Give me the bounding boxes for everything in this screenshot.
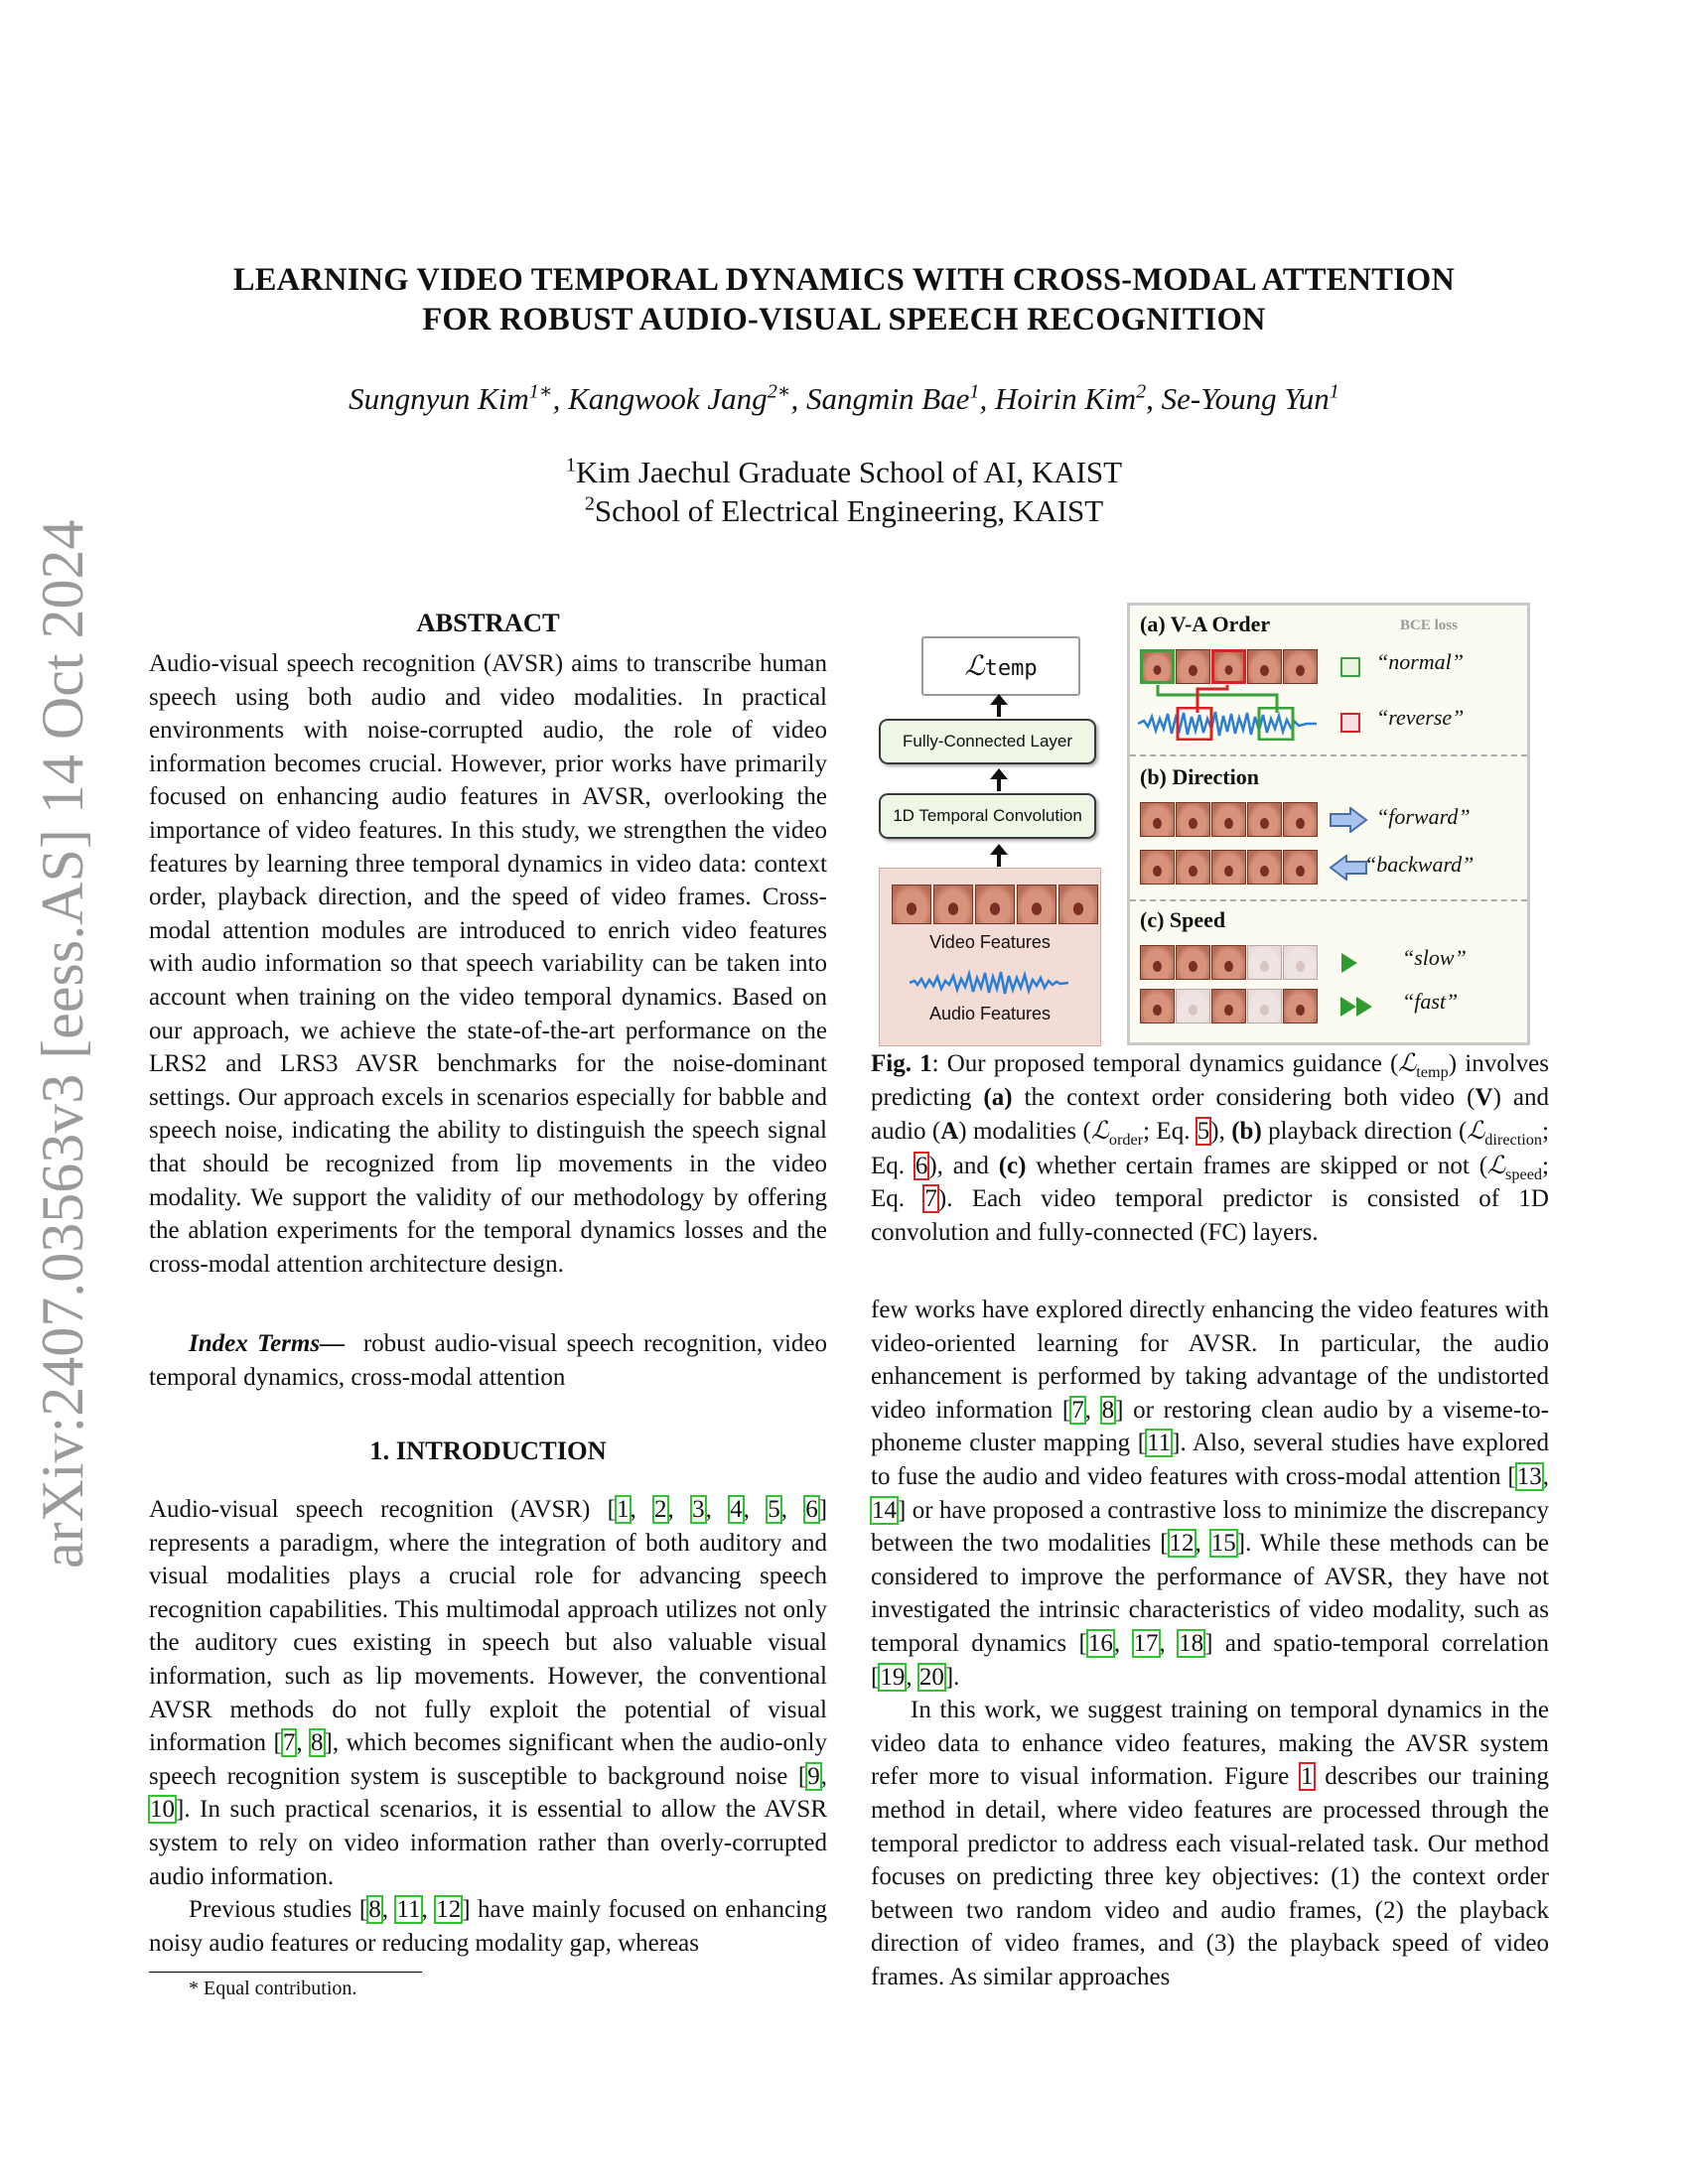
citation-link[interactable]: 20 <box>918 1663 944 1691</box>
author-sup: 2 <box>1136 380 1147 403</box>
va-audio-strip <box>1138 707 1317 741</box>
text-run: describes our training method in detail, where video features are processed through the temporal predictor to address each visual-related task. Our method focuses on predicting three key objectives: (1) the context order between two random video and audio frames, (2) the playback direction of video frames, and (3) the playback speed of video frames. As similar approaches <box>871 1763 1549 1990</box>
text-run: : Our proposed temporal dynamics guidance ( <box>931 1050 1399 1077</box>
affiliation-2 <box>149 493 1539 529</box>
abstract-heading: ABSTRACT <box>416 608 560 637</box>
affiliation-text: Kim Jaechul Graduate School of AI, KAIST <box>575 455 1123 489</box>
video-frame <box>1140 649 1175 684</box>
figure-link[interactable]: 1 <box>1301 1763 1314 1791</box>
video-frame <box>892 885 931 924</box>
video-frame <box>1140 989 1175 1024</box>
va-frame-strip <box>1140 649 1318 684</box>
citation-link[interactable]: 17 <box>1133 1629 1159 1657</box>
video-frame <box>1283 989 1318 1024</box>
loss-subscript: temp <box>984 656 1038 681</box>
text-run: ) and audio ( <box>871 1083 1550 1146</box>
text-run: ; Eq. <box>871 1152 1549 1213</box>
intro-paragraph-3: few works have explored directly enhancing the video features with video-oriented learning for AVSR. In particular, the audio enhancement is performed by taking advantage of the undistorted video information [7, 8] or restoring clean audio by a viseme-to-phoneme cluster mapping [11]. Also, several studies have explored to fuse the audio and video features with cross-modal attention [13, 14] or have proposed a contrastive loss to minimize the discrepancy between the two modalities [12, 15]. While these methods can be considered to improve the performance of AVSR, they have not investigated the intrinsic characteristics of video modality, such as temporal dynamics [16, 17, 18] and spatio-temporal correlation [19, 20]. <box>871 1297 1550 1691</box>
panel-divider <box>1130 754 1527 756</box>
text-run: ), <box>1210 1118 1232 1146</box>
red-square-icon <box>1340 713 1360 733</box>
text-run: (b) <box>1231 1118 1262 1146</box>
arrow-up-head <box>990 768 1008 779</box>
video-frame <box>1176 945 1210 980</box>
slow-label: “slow” <box>1402 945 1467 970</box>
citation-link[interactable]: 19 <box>880 1663 906 1691</box>
citation-link[interactable]: 8 <box>368 1896 381 1924</box>
video-frame-faded <box>1247 989 1282 1024</box>
affiliation-sup: 2 <box>584 492 595 515</box>
video-frame <box>1247 850 1282 885</box>
text-run: . <box>953 1663 960 1691</box>
affiliation-1 <box>149 455 1539 490</box>
text-run: . Also, several studies have explored to fuse the audio and video features with cross-modal attention <box>871 1430 1549 1490</box>
text-run: . In such practical scenarios, it is essential to allow the AVSR system to rely on video information rather than overly-corrupted audio information. <box>149 1796 827 1890</box>
abstract-text: Audio-visual speech recognition (AVSR) aims to transcribe human speech using both audio and video modalities. In practical environments with noise-corrupted audio, the role of video information becomes crucial. However, prior works have primarily focused on enhancing audio features in AVSR, overlooking the importance of video features. In this study, we strengthen the video features by learning three temporal dynamics in video data: context order, playback direction, and the speed of video frames. Cross-modal attention modules are introduced to enrich video features with audio information so that speech variability can be taken into account when training on the video temporal dynamics. Based on our approach, we achieve the state-of-the-art performance on the LRS2 and LRS3 AVSR benchmarks for the noise-dominant settings. Our approach excels in scenarios especially for babble and speech noise, indicating the ability to distinguish the speech signal that should be recognized from lip movements in the video modality. We support the validity of our methodology by offering the ablation experiments for the temporal dynamics losses and the cross-modal attention architecture design. <box>149 650 827 1278</box>
text-run: In this work, we suggest training on temporal dynamics in the video data to enhance video features, making the AVSR system refer more to visual information. Figure <box>871 1697 1549 1791</box>
abstract-body <box>149 647 827 1281</box>
video-frame <box>1247 802 1282 837</box>
citation-link[interactable]: 8 <box>311 1729 324 1757</box>
loss-symbol: ℒ <box>1467 1116 1485 1146</box>
panel-b-label: (b) Direction <box>1140 764 1259 789</box>
text-run: ) involves predicting <box>871 1050 1549 1111</box>
audio-waveform <box>1138 707 1317 741</box>
citation-link[interactable]: 16 <box>1087 1629 1113 1657</box>
author-sup: 2∗ <box>767 380 791 403</box>
video-frame <box>933 885 973 924</box>
citation-link[interactable]: 12 <box>1169 1530 1195 1558</box>
author-sup: 1∗ <box>528 380 553 403</box>
forward-label: “forward” <box>1376 804 1471 829</box>
citation-link[interactable]: 11 <box>1147 1430 1172 1457</box>
subscript: speed <box>1505 1164 1543 1183</box>
text-run: ), and <box>928 1152 999 1179</box>
text-run: ) modalities ( <box>958 1118 1091 1146</box>
video-frame <box>1211 850 1246 885</box>
citation-link[interactable]: 6 <box>805 1496 818 1523</box>
video-frame <box>1283 850 1318 885</box>
citation-link[interactable]: 7 <box>1071 1396 1084 1424</box>
text-run: ; Eq. <box>871 1118 1550 1179</box>
video-frame <box>1176 802 1210 837</box>
figure-1-caption <box>871 1046 1549 1250</box>
intro-right-body <box>871 1294 1549 1993</box>
panel-a-label: (a) V-A Order <box>1140 612 1271 636</box>
normal-label: “normal” <box>1376 649 1465 674</box>
text-run: whether certain frames are skipped or not ( <box>1026 1152 1488 1179</box>
author: Se-Young Yun <box>1161 381 1330 416</box>
subscript: temp <box>1416 1063 1449 1081</box>
video-frame-faded <box>1247 945 1282 980</box>
text-run: have mainly focused on enhancing noisy audio features or reducing modality gap, whereas <box>149 1896 828 1957</box>
video-frame <box>1211 945 1246 980</box>
text-run: the context order considering both video ( <box>1012 1083 1476 1111</box>
citation-link[interactable]: 8 <box>1101 1396 1115 1424</box>
arrow-left-icon <box>1329 855 1368 881</box>
text-run: few works have explored directly enhancing the video features with video-oriented learning for AVSR. In particular, the audio enhancement is performed by taking advantage of the undistorted video information <box>871 1297 1549 1424</box>
fc-layer-box: Fully-Connected Layer <box>879 719 1096 764</box>
text-run: . While these methods can be considered to improve the performance of AVSR, they have not investigated the intrinsic characteristics of video modality, such as temporal dynamics <box>871 1530 1549 1657</box>
subscript: order <box>1108 1131 1144 1150</box>
citation-link[interactable]: 7 <box>282 1729 296 1757</box>
citation-link[interactable]: 18 <box>1179 1629 1204 1657</box>
text-run: and spatio-temporal correlation <box>1212 1629 1550 1657</box>
equation-link[interactable]: 7 <box>924 1185 937 1213</box>
video-frame-faded <box>1176 989 1210 1024</box>
text-run: (a) <box>983 1083 1013 1111</box>
video-frame <box>1247 649 1282 684</box>
citation-link[interactable]: 2 <box>654 1496 667 1523</box>
video-frame-strip <box>892 885 1098 924</box>
index-terms <box>149 1327 827 1394</box>
video-frame <box>1058 885 1098 924</box>
title-line-2: FOR ROBUST AUDIO-VISUAL SPEECH RECOGNITION <box>422 302 1266 338</box>
intro-paragraph-2: Previous studies [8, 11, 12] have mainly focused on enhancing noisy audio features or reducing modality gap, whereas <box>149 1896 828 1957</box>
loss-symbol: ℒ <box>1090 1116 1109 1146</box>
text-run: or restoring clean audio by a viseme-to-phoneme cluster mapping <box>871 1396 1549 1457</box>
index-terms-text: robust audio-visual speech recognition, video temporal dynamics, cross-modal attention <box>149 1330 828 1391</box>
citation-link[interactable]: 4 <box>730 1496 743 1523</box>
citation-link[interactable]: 5 <box>768 1496 780 1523</box>
video-frame <box>1283 802 1318 837</box>
citation-link[interactable]: 10 <box>150 1796 175 1824</box>
bce-loss-label: BCE loss <box>1400 617 1458 633</box>
intro-left-body <box>149 1493 827 1960</box>
video-frame <box>1176 649 1210 684</box>
video-frame-faded <box>1283 945 1318 980</box>
intro-paragraph-4 <box>871 1694 1549 1993</box>
text-run: Previous studies <box>189 1896 359 1924</box>
author-sup: 1 <box>969 380 980 403</box>
arrow-right-icon <box>1329 807 1368 833</box>
fast-label: “fast” <box>1402 989 1459 1014</box>
citation-link[interactable]: 11 <box>396 1896 421 1924</box>
reverse-label: “reverse” <box>1376 705 1465 730</box>
author: Sangmin Bae <box>805 381 970 416</box>
text-run: ). Each video temporal predictor is consisted of 1D convolution and fully-connected (FC) layers. <box>871 1185 1549 1246</box>
citation-link[interactable]: 13 <box>1516 1462 1542 1490</box>
author: Hoirin Kim <box>994 381 1137 416</box>
text-run: playback direction ( <box>1261 1118 1468 1146</box>
text-run: or have proposed a contrastive loss to minimize the discrepancy between the two modalities <box>871 1496 1549 1558</box>
footnote: * Equal contribution. <box>189 1978 357 1999</box>
video-frame <box>1211 989 1246 1024</box>
citation-link[interactable]: 3 <box>692 1496 705 1523</box>
text-run: represents a paradigm, where the integration of both auditory and visual modalities plays a crucial role for advancing speech recognition capabilities. This multimodal approach utilizes not only the auditory cues existing in speech but also valuable visual information, such as lip movements. However, the conventional AVSR methods do not fully exploit the potential of visual information <box>149 1529 827 1757</box>
author: Kangwook Jang <box>568 381 768 416</box>
equation-link[interactable]: 5 <box>1196 1118 1210 1146</box>
text-run: ; Eq. <box>1143 1118 1196 1146</box>
arrow-up-shaft <box>997 703 1001 717</box>
arrow-up-shaft <box>997 777 1001 791</box>
text-run: A <box>940 1118 959 1146</box>
video-frame <box>1211 649 1246 684</box>
citation-link[interactable]: 9 <box>807 1762 820 1790</box>
affiliation-text: School of Electrical Engineering, KAIST <box>594 493 1104 528</box>
conv-layer-box: 1D Temporal Convolution <box>879 793 1096 839</box>
intro-paragraph-1: Audio-visual speech recognition (AVSR) [1, 2, 3, 4, 5, 6] represents a paradigm, where the integration of both auditory and visual modalities plays a crucial role for advancing speech recognition capabilities. This multimodal approach utilizes not only the auditory cues existing in speech but also valuable visual information, such as lip movements. However, the conventional AVSR methods do not fully exploit the potential of visual information [7, 8], which becomes significant when the audio-only speech recognition system is susceptible to background noise [9, 10]. In such practical scenarios, it is essential to allow the AVSR system to rely on video information rather than overly-corrupted audio information. <box>149 1496 828 1890</box>
subscript: direction <box>1484 1131 1543 1150</box>
panel-c-label: (c) Speed <box>1140 907 1226 932</box>
arrow-up-head <box>990 844 1008 855</box>
index-terms-label: Index Terms— <box>189 1330 346 1357</box>
features-box <box>879 868 1101 1046</box>
audio-features-label: Audio Features <box>928 1004 1052 1024</box>
citation-link[interactable]: 15 <box>1210 1530 1236 1558</box>
slow-frame-strip <box>1140 945 1318 980</box>
backward-frame-strip <box>1140 850 1318 885</box>
fast-frame-strip <box>1140 989 1318 1024</box>
video-frame <box>1283 649 1318 684</box>
author-sup: 1 <box>1329 380 1339 403</box>
paper-title <box>149 260 1539 340</box>
video-frame <box>975 885 1015 924</box>
backward-label: “backward” <box>1364 852 1475 877</box>
video-frame <box>1176 850 1210 885</box>
audio-waveform <box>910 968 1068 998</box>
loss-symbol: ℒ <box>1487 1150 1506 1179</box>
title-line-1: LEARNING VIDEO TEMPORAL DYNAMICS WITH CROSS-MODAL ATTENTION <box>232 262 1456 298</box>
panel-divider <box>1130 899 1527 901</box>
arxiv-stamp: arXiv:2407.03563v3 [eess.AS] 14 Oct 2024 <box>30 519 95 1569</box>
video-frame <box>1140 850 1175 885</box>
green-square-icon <box>1340 657 1360 677</box>
arrow-up-shaft <box>997 853 1001 867</box>
text-run: V <box>1475 1083 1493 1111</box>
task-panel <box>1127 603 1530 1045</box>
caption-label: Fig. 1 <box>871 1050 932 1077</box>
loss-symbol: ℒ <box>964 649 985 682</box>
video-frame <box>1017 885 1056 924</box>
video-frame <box>1140 945 1175 980</box>
intro-heading: 1. INTRODUCTION <box>369 1435 607 1465</box>
citation-link[interactable]: 14 <box>872 1496 897 1524</box>
video-frame <box>1211 802 1246 837</box>
loss-symbol: ℒ <box>1398 1048 1417 1077</box>
citation-link[interactable]: 1 <box>617 1496 630 1523</box>
affiliation-sup: 1 <box>565 454 576 477</box>
figure-1 <box>871 608 1546 1044</box>
video-features-label: Video Features <box>929 932 1051 952</box>
text-run: , which becomes significant when the audio-only speech recognition system is susceptible to background noise <box>149 1729 827 1790</box>
forward-frame-strip <box>1140 802 1318 837</box>
arrow-up-head <box>990 694 1008 705</box>
citation-link[interactable]: 12 <box>436 1896 462 1924</box>
fast-forward-icon <box>1338 995 1378 1019</box>
equation-link[interactable]: 6 <box>914 1152 928 1179</box>
video-frame <box>1140 802 1175 837</box>
author: Sungnyun Kim <box>349 381 529 416</box>
footnote-rule <box>149 1972 422 1973</box>
text-run: Audio-visual speech recognition (AVSR) <box>149 1496 608 1523</box>
text-run: (c) <box>998 1152 1027 1179</box>
author-list: Sungnyun Kim$^{1∗}$, Kangwook Jang$^{2∗}$, Sangmin Bae$^1$, Hoirin Kim$^2$, Se-Young Yun$^1$ <box>349 380 1339 416</box>
play-icon <box>1338 951 1360 975</box>
